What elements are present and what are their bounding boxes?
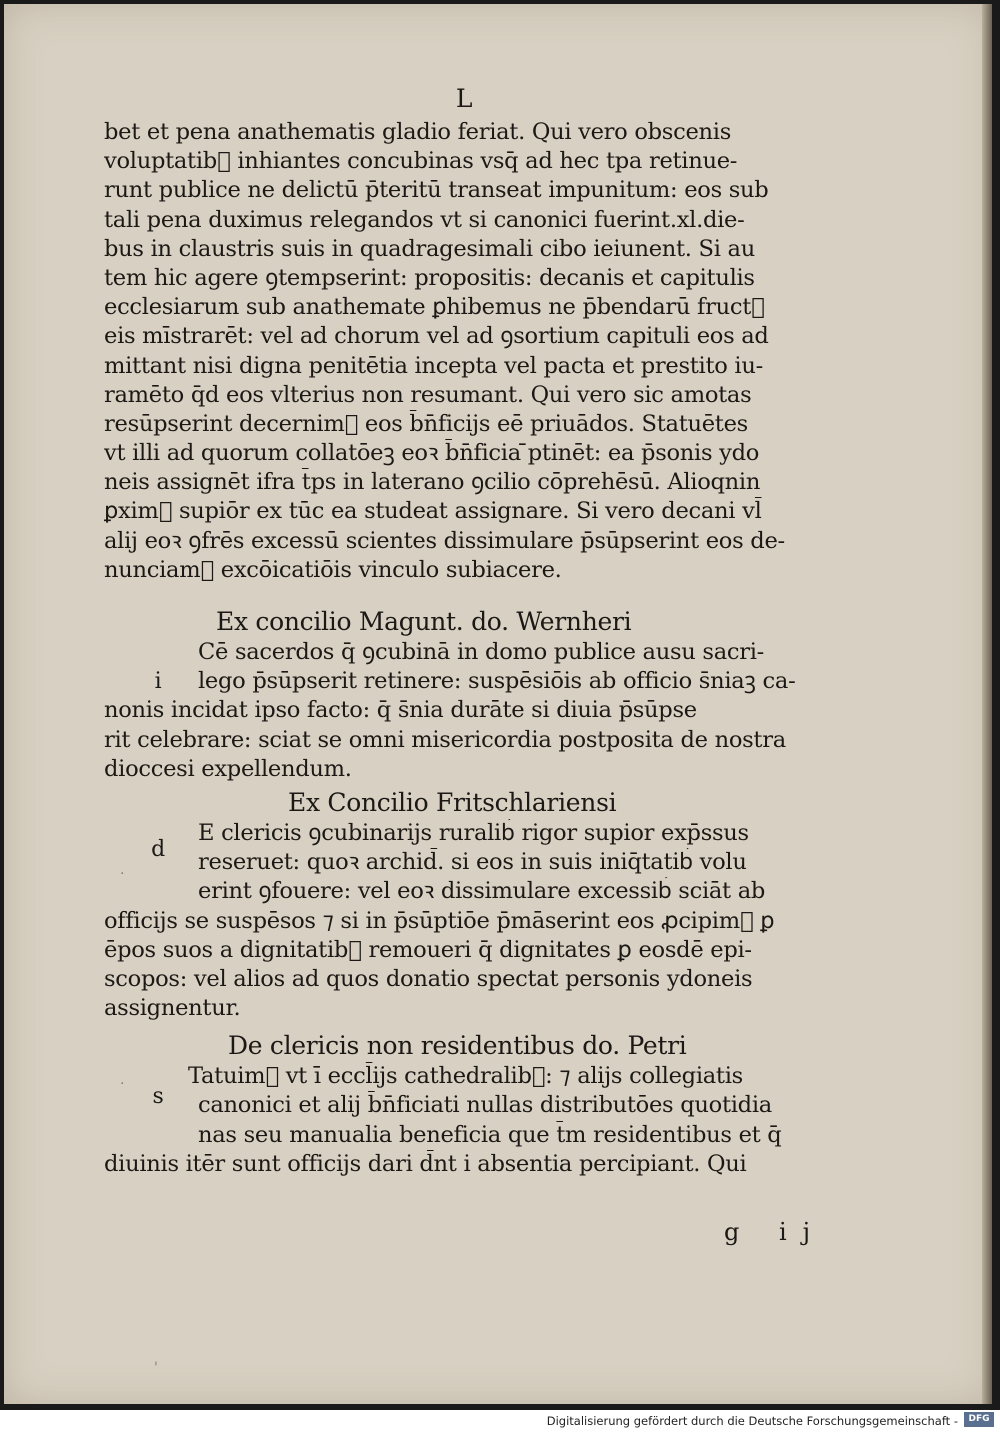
section-heading: Ex concilio Magunt. do. Wernheri: [216, 607, 632, 636]
speck: ·: [120, 866, 125, 882]
text-line: erint ꝯfouere: vel eoꝛ dissimulare excessib᷒ sciāt ab: [198, 878, 766, 905]
text-line: reseruet: quoꝛ archid̄. si eos in suis iniq̄tatib᷒ volu: [198, 849, 747, 876]
text-line: E clericis ꝯcubinarijs ruralib᷒ rigor supior exp̄ssus: [198, 819, 749, 846]
text-line: runt publice ne delictū p̄teritū transeat impunitum: eos sub: [104, 177, 769, 204]
text-line: alij eoꝛ ꝯfrēs excessū scientes dissimulare p̄sūpserint eos de-: [104, 527, 785, 554]
signature-mark: g ij: [724, 1218, 827, 1246]
text-line: voluptatib᷒ inhiantes concubinas vsq̄ ad hec tpa retinue-: [104, 148, 738, 175]
text-line: ēpos suos a dignitatib᷒ remoueri q̄ dignitates ꝑ eosdē epi-: [104, 936, 752, 963]
text-line: Tatuim᷒ vt ī eccl̄ijs cathedralib᷒: ⁊ alijs collegiatis: [188, 1063, 743, 1090]
text-line: rit celebrare: sciat se omni misericordia postposita de nostra: [104, 726, 786, 753]
text-line: tem hic agere ꝯtempserint: propositis: decanis et capitulis: [104, 264, 755, 291]
text-line: resūpserint decernim᷒ eos b̄n̄ficijs eē priuādos. Statuētes: [104, 410, 748, 437]
text-line: bus in claustris suis in quadragesimali cibo ieiunent. Si au: [104, 235, 755, 262]
text-line: canonici et alij b̄n̄ficiati nullas distributōes quotidia: [198, 1092, 772, 1119]
text-line: lego p̄sūpserit retinere: suspēsiōis ab officio s̄niaꝫ ca-: [198, 668, 796, 695]
section-heading: De clericis non residentibus do. Petri: [228, 1031, 687, 1061]
speck: ': [154, 1360, 158, 1376]
text-line: nas seu manualia beneficia que t̄m residentibus et q̄: [198, 1121, 782, 1148]
text-line: ꝑxim᷒ supiōr ex tūc ea studeat assignare. Si vero decani vl̄: [104, 498, 762, 525]
speck: ·: [120, 1076, 125, 1092]
text-line: diuinis itēr sunt officijs dari d̄nt i absentia percipiant. Qui: [104, 1150, 747, 1177]
text-line: dioccesi expellendum.: [104, 755, 352, 782]
section-heading: Ex Concilio Fritschlariensi: [288, 787, 617, 817]
guide-letter: s: [152, 1084, 164, 1110]
text-line: nunciam᷒ excōicatiōis vinculo subiacere.: [104, 556, 562, 583]
text-line: officijs se suspēsos ⁊ si in p̄sūptiōe p̄māserint eos ꝓcipim᷒ ꝑ: [104, 907, 775, 934]
text-line: tali pena duximus relegandos vt si canonici fuerint.xl.die-: [104, 206, 745, 233]
text-line: scopos: vel alios ad quos donatio spectat personis ydoneis: [104, 965, 753, 992]
page-text: [104, 80, 824, 1179]
text-line: eis mīstrarēt: vel ad chorum vel ad ꝯsortium capituli eos ad: [104, 323, 769, 350]
text-line: assignentur.: [104, 995, 241, 1022]
text-line: neis assignēt ifra t̄ps in laterano ꝯcilio cōprehēsū. Alioqnin: [104, 469, 761, 496]
text-line: vt illi ad quorum collatōeꝫ eoꝛ b̄n̄ficia ̄ptinēt: ea p̄sonis ydo: [104, 440, 760, 467]
text-line: Cē sacerdos q̄ ꝯcubinā in domo publice ausu sacri-: [198, 639, 764, 665]
text-line: bet et pena anathematis gladio feriat. Qui vero obscenis: [104, 119, 732, 145]
section-residentibus: [104, 1029, 824, 1179]
guide-letter: i: [154, 669, 162, 694]
text-line: ecclesiarum sub anathemate ꝑhibemus ne p̄bendarū fruct᷒: [104, 294, 765, 321]
folio-number: L: [455, 84, 473, 113]
dfg-logo: DFG: [964, 1412, 994, 1427]
text-line: nonis incidat ipso facto: q̄ s̄nia durāte si diuia p̄sūpse: [104, 697, 697, 724]
text-line: ramēto q̄d eos vlterius non resumant. Qui vero sic amotas: [104, 381, 752, 408]
digitization-credit: Digitalisierung gefördert durch die Deutsche Forschungsgemeinschaft -: [546, 1414, 958, 1428]
section-magunt: [104, 605, 824, 784]
paragraph-1: [104, 118, 824, 585]
guide-letter: d: [151, 836, 165, 862]
section-fritschlar: [104, 786, 824, 1023]
text-line: mittant nisi digna penitētia incepta vel pacta et prestito iu-: [104, 352, 763, 379]
